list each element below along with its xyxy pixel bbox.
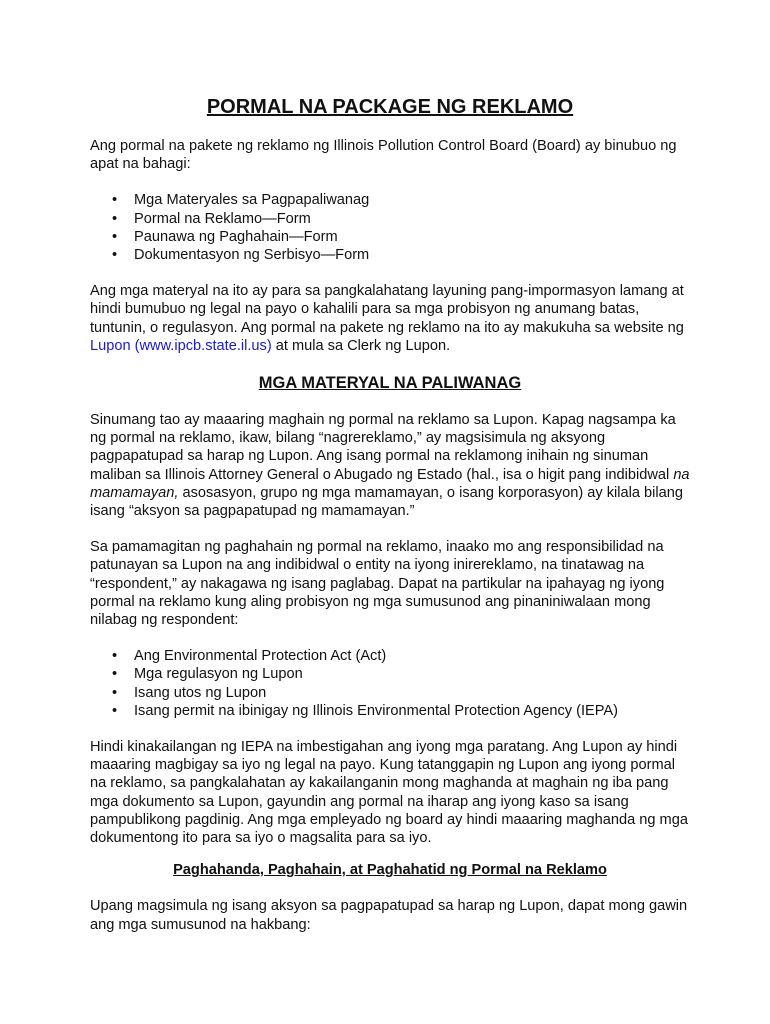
bullet-icon: • bbox=[112, 684, 118, 701]
bullet-icon: • bbox=[112, 210, 118, 227]
list-item: • Mga regulasyon ng Lupon bbox=[112, 666, 303, 683]
responsibility-paragraph: Sa pamamagitan ng paghahain ng pormal na reklamo, inaako mo ang responsibilidad na patunayan sa Lupon na ang indibidwal o entity na iyong inirereklamo, na tinatawag na “respondent,” ay nakagawa ng isang paglabag. Dapat na partikular na ipahayag ng iyong pormal na reklamo kung aling probisyon ng mga sumusunod ang pinaniniwalaan mong nilabag ng respondent: bbox=[90, 539, 665, 629]
section-heading-explanatory: MGA MATERYAL NA PALIWANAG bbox=[258, 374, 522, 393]
bullet-icon: • bbox=[112, 228, 118, 245]
list-item: • Mga Materyales sa Pagpapaliwanag bbox=[112, 192, 370, 209]
bullet-icon: • bbox=[112, 192, 118, 209]
iepa-paragraph: Hindi kinakailangan ng IEPA na imbestigahan ang iyong mga paratang. Ang Lupon ay hindi maaaring magbigay sa iyo ng legal na payo. Kung tatanggapin ng Lupon ang iyong pormal na reklamo, sa pangkalahatan ay kakailanganin mong maghanda at maghain ng iba pang mga dokumento sa Lupon, gayundin ang pormal na iharap ang iyong kaso sa isang pampublikong pagdinig. Ang mga empleyado ng board ay hindi maaaring maghanda ng mga dokumentong ito para sa iyo o magsalita para sa iyo. bbox=[90, 739, 688, 847]
list-item: • Isang utos ng Lupon bbox=[112, 684, 267, 701]
list-item: • Paunawa ng Paghahain—Form bbox=[112, 228, 338, 245]
bullet-icon: • bbox=[112, 247, 118, 264]
list-item: • Ang Environmental Protection Act (Act) bbox=[112, 648, 387, 665]
bullet-icon: • bbox=[112, 702, 118, 719]
provisions-list bbox=[90, 647, 690, 720]
complainant-paragraph: Sinumang tao ay maaaring maghain ng pormal na reklamo sa Lupon. Kapag nagsampa ka ng pormal na reklamo, ikaw, bilang “nagrereklamo,” ay magsisimula ng aksyong pagpapatupad sa harap ng Lupon. Ang isang pormal na reklamong inihain ng sinuman maliban sa Illinois Attorney General o Abugado ng Estado (hal., isa o higit pang indibidwal na mamamayan, asosasyon, grupo ng mga mamamayan, o isang korporasyon) ay kilala bilang isang “aksyon sa pagpapatupad ng mamamayan.” bbox=[90, 412, 690, 520]
section-heading-filing: Paghahanda, Paghahain, at Paghahatid ng Pormal na Reklamo bbox=[173, 862, 607, 879]
intro-paragraph: Ang pormal na pakete ng reklamo ng Illinois Pollution Control Board (Board) ay binubuo ng apat na bahagi: bbox=[90, 138, 677, 173]
bullet-icon: • bbox=[112, 648, 118, 665]
purpose-paragraph: Ang mga materyal na ito ay para sa pangkalahatang layuning pang-impormasyon lamang at hindi bumubuo ng legal na payo o kahalili para sa mga probisyon ng anumang batas, tuntunin, o regulasyon. Ang pormal na pakete ng reklamo na ito ay makukuha sa website ng Lupon (www.ipcb.state.il.us) at mula sa Clerk ng Lupon. bbox=[90, 283, 684, 354]
list-item: • Dokumentasyon ng Serbisyo—Form bbox=[112, 247, 370, 264]
list-item: • Pormal na Reklamo—Form bbox=[112, 210, 311, 227]
board-website-link[interactable]: Lupon (www.ipcb.state.il.us) bbox=[90, 337, 272, 354]
page-title: PORMAL NA PACKAGE NG REKLAMO bbox=[206, 96, 574, 118]
steps-intro-paragraph: Upang magsimula ng isang aksyon sa pagpapatupad sa harap ng Lupon, dapat mong gawin ang mga sumusunod na hakbang: bbox=[90, 898, 688, 933]
list-item: • Isang permit na ibinigay ng Illinois Environmental Protection Agency (IEPA) bbox=[112, 702, 619, 719]
document-body bbox=[90, 95, 690, 934]
bullet-icon: • bbox=[112, 666, 118, 683]
parts-list bbox=[90, 191, 690, 264]
